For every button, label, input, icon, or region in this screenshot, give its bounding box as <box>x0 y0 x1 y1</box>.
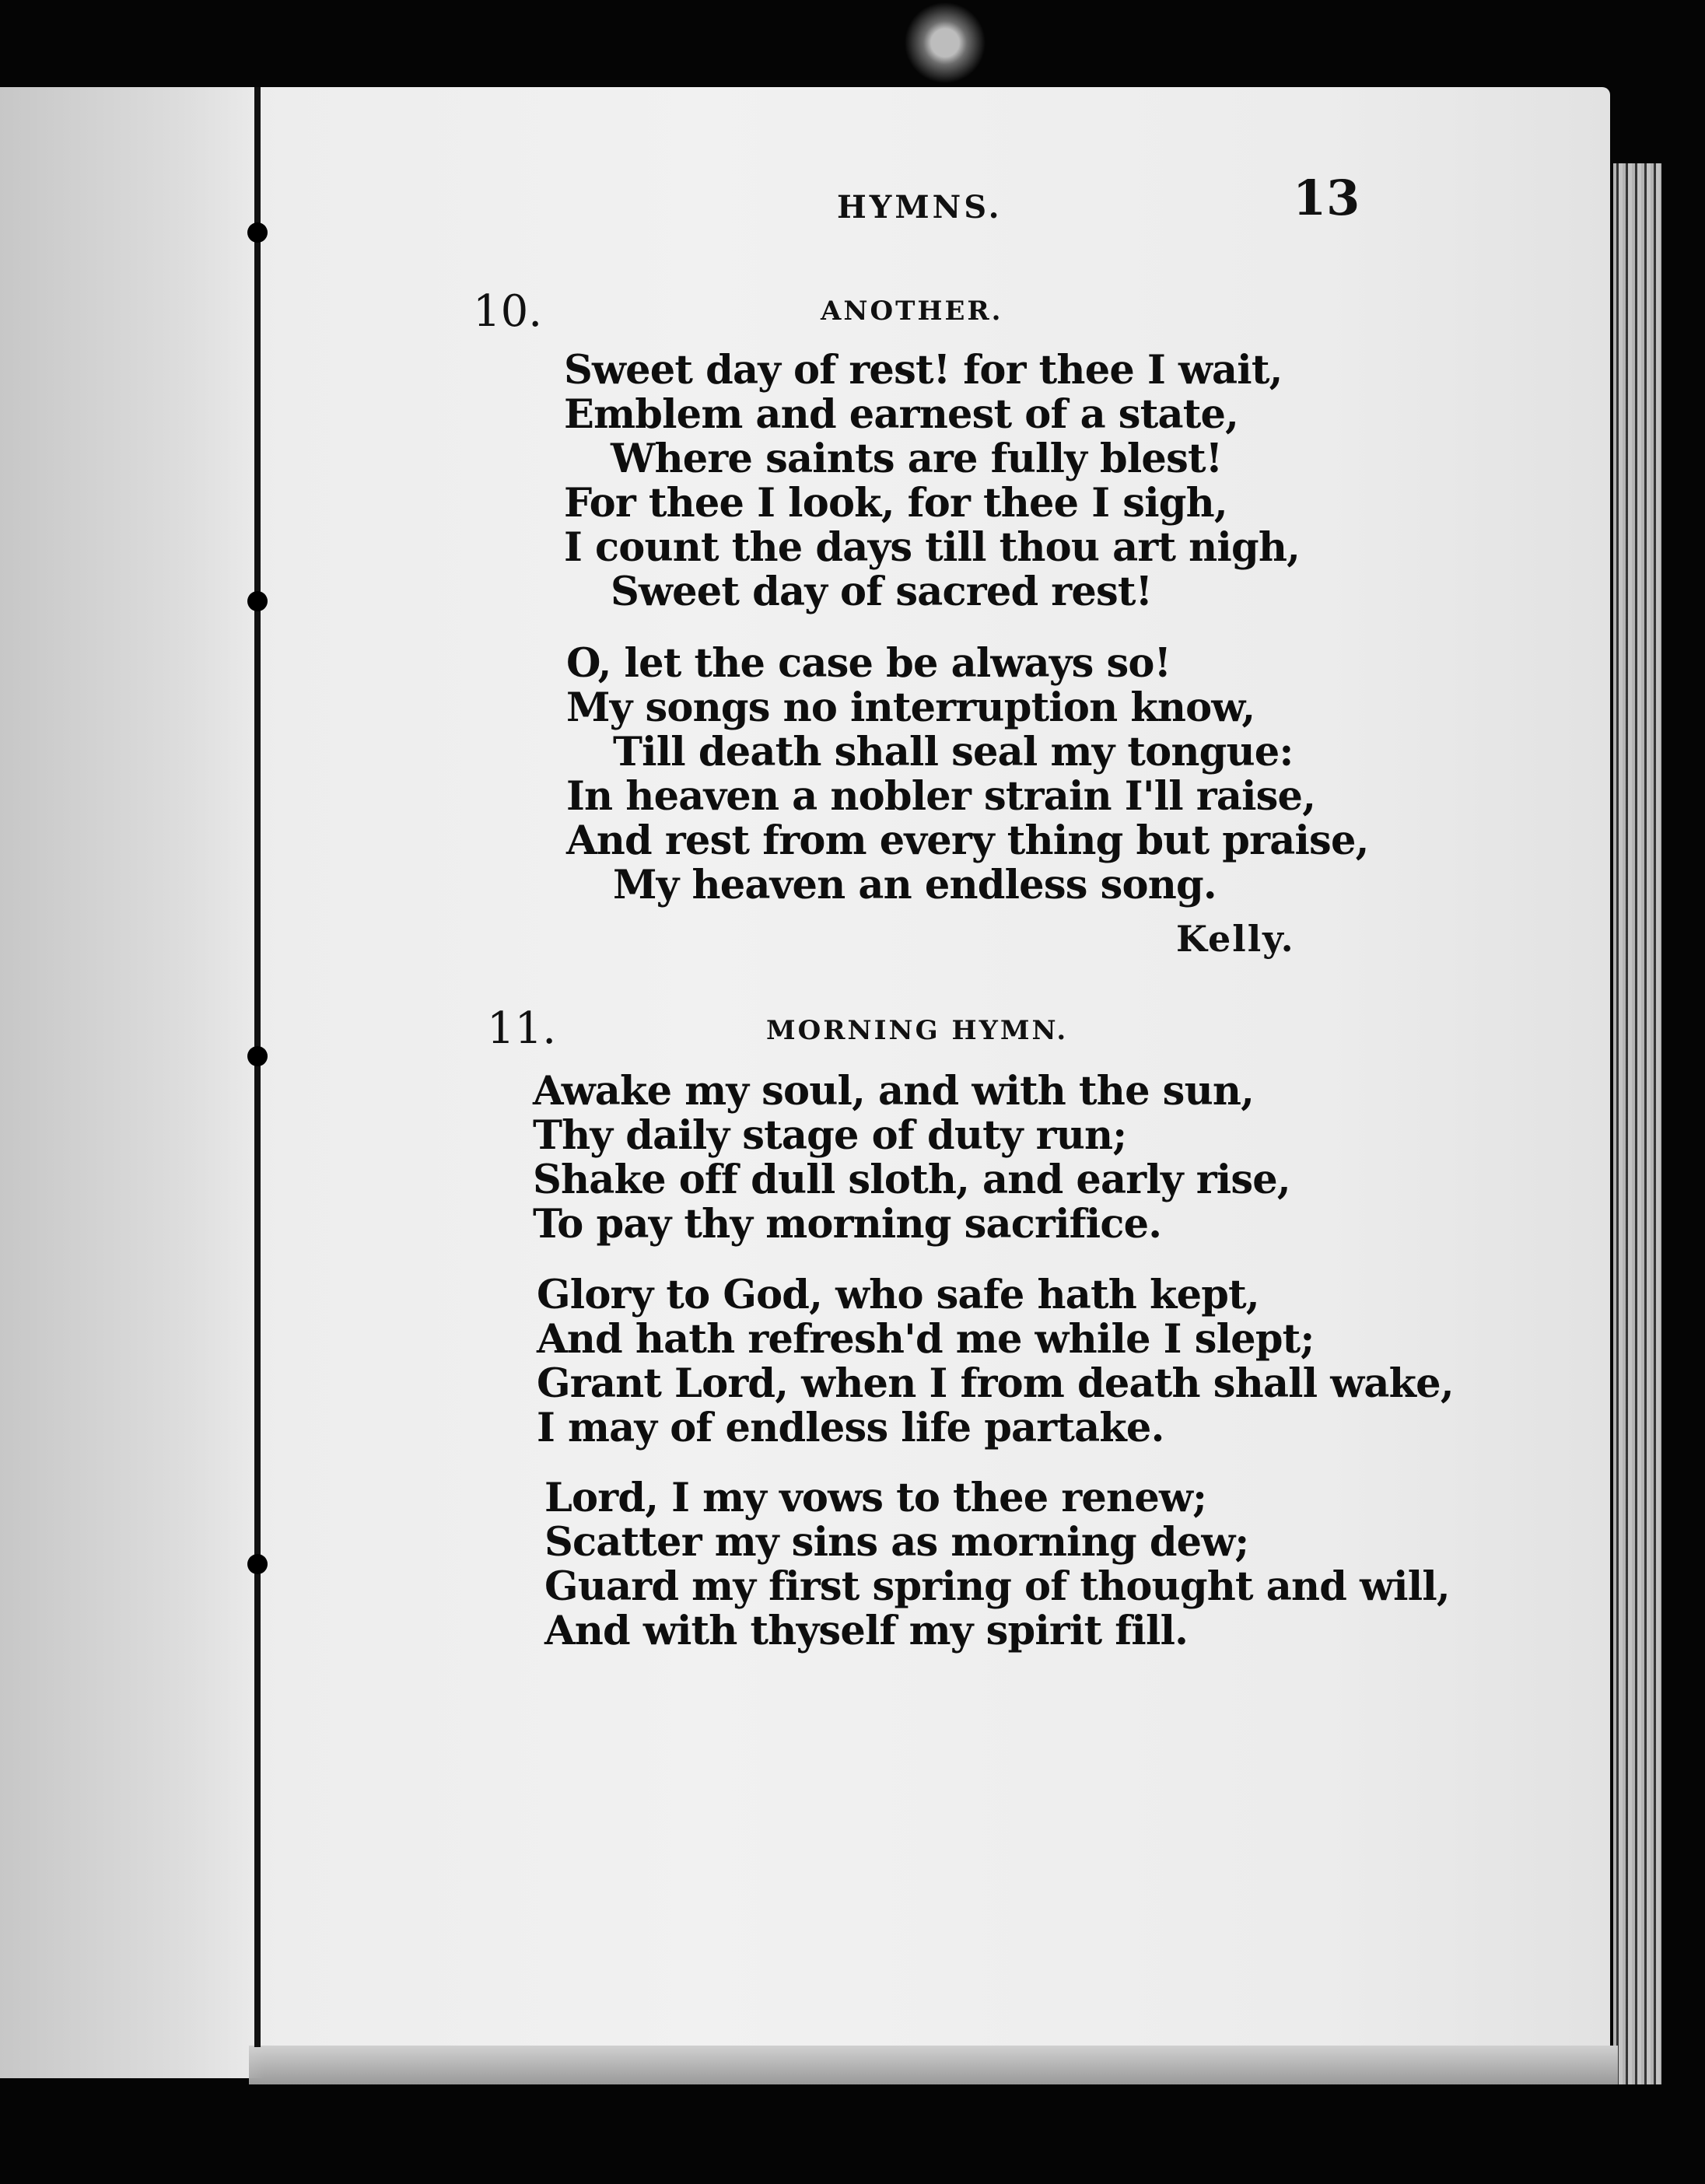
paper-tear <box>902 0 988 86</box>
stanza <box>566 642 1369 908</box>
verse-line: Where saints are fully blest! <box>611 436 1223 482</box>
bottom-page-strip <box>249 2046 1618 2084</box>
verse-line: And hath refresh'd me while I slept; <box>537 1316 1315 1363</box>
verse-line: I may of endless life partake. <box>537 1405 1164 1451</box>
verse-line: For thee I look, for thee I sigh, <box>564 480 1227 527</box>
verse-line: Emblem and earnest of a state, <box>564 391 1239 438</box>
verse-line: Grant Lord, when I from death shall wake, <box>537 1360 1454 1407</box>
stitch-mark <box>247 1046 268 1066</box>
hymn-title: MORNING HYMN. <box>766 1015 1069 1046</box>
verse-line: Scatter my sins as morning dew; <box>544 1519 1249 1566</box>
verse-line: Glory to God, who safe hath kept, <box>537 1272 1259 1318</box>
stitch-mark <box>247 1554 268 1574</box>
verse-line: To pay thy morning sacrifice. <box>533 1201 1162 1248</box>
verse-line: My songs no interruption know, <box>566 684 1255 731</box>
verse-line: In heaven a nobler strain I'll raise, <box>566 773 1316 820</box>
stanza <box>564 348 1300 614</box>
hymn-number: 11. <box>487 1003 557 1054</box>
stitch-mark <box>247 222 268 243</box>
verse-line: Sweet day of rest! for thee I wait, <box>564 347 1283 394</box>
page-edge-stack <box>1613 163 1661 2084</box>
verse-line: And with thyself my spirit fill. <box>544 1608 1189 1654</box>
stitch-mark <box>247 591 268 611</box>
verse-line: O, let the case be always so! <box>566 640 1171 687</box>
verse-line: Shake off dull sloth, and early rise, <box>533 1157 1290 1203</box>
binding-gutter <box>0 87 264 2078</box>
hymn-number: 10. <box>473 286 543 337</box>
verse-line: Thy daily stage of duty run; <box>533 1112 1127 1159</box>
verse-line: And rest from every thing but praise, <box>566 817 1369 864</box>
verse-line: Guard my first spring of thought and will, <box>544 1563 1450 1610</box>
stanza <box>533 1069 1290 1247</box>
verse-line: My heaven an endless song. <box>613 862 1217 908</box>
stanza <box>544 1476 1450 1654</box>
verse-line: Sweet day of sacred rest! <box>611 569 1153 615</box>
verse-line: I count the days till thou art nigh, <box>564 524 1301 571</box>
verse-line: Lord, I my vows to thee renew; <box>544 1475 1207 1521</box>
running-title: HYMNS. <box>837 189 1003 226</box>
stanza <box>537 1273 1454 1451</box>
binding-spine <box>254 87 261 2047</box>
hymn-author: Kelly. <box>1176 918 1295 960</box>
verse-line: Till death shall seal my tongue: <box>613 729 1294 775</box>
hymn-title: ANOTHER. <box>821 296 1003 327</box>
page-number: 13 <box>1293 170 1360 226</box>
verse-line: Awake my soul, and with the sun, <box>533 1068 1255 1115</box>
